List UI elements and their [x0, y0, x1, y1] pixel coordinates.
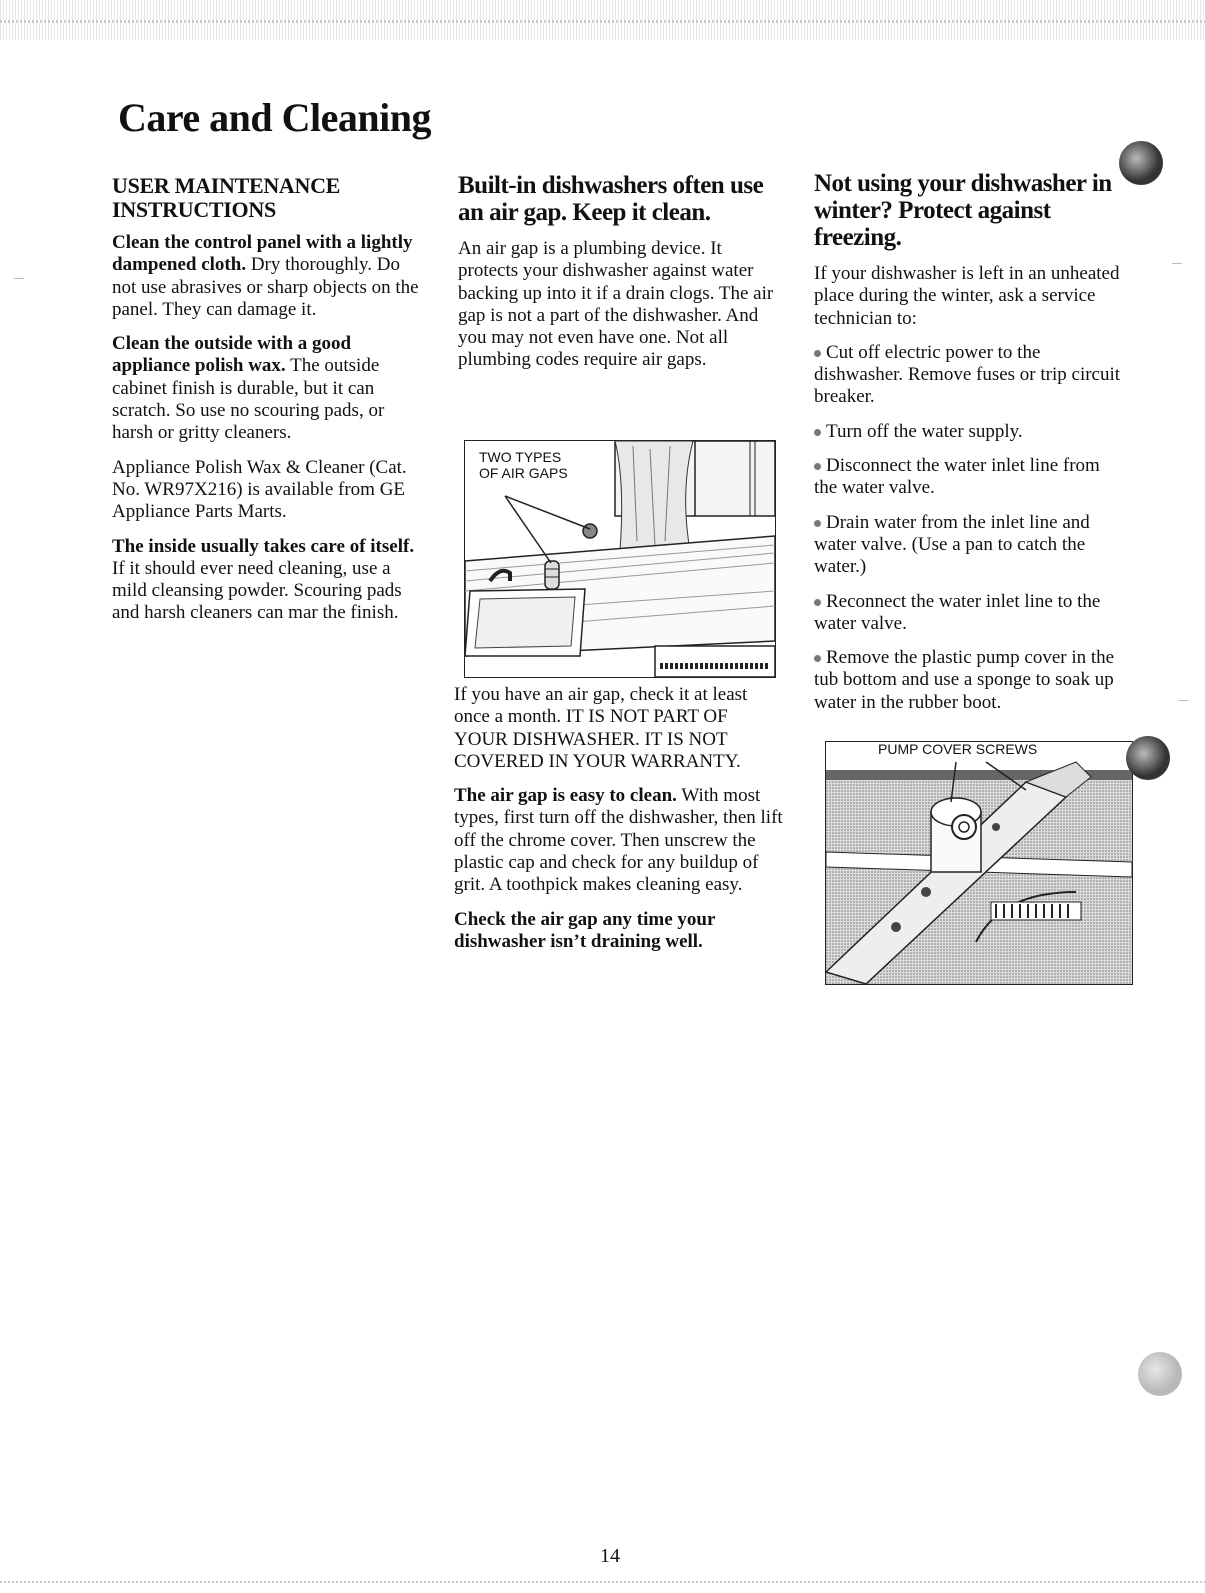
paragraph-lead: The air gap is easy to clean.: [454, 785, 677, 807]
bullet-dot-icon: [814, 463, 821, 470]
column-user-maintenance: [112, 174, 422, 637]
margin-mark: [14, 278, 24, 279]
bullet-dot-icon: [814, 429, 821, 436]
paragraph: [112, 333, 422, 444]
page-title: Care and Cleaning: [118, 95, 432, 140]
paragraph-body: Dry thoroughly. Do not use abrasives or sharp objects on the panel. They can damage it.: [112, 254, 419, 320]
bullet-dot-icon: [814, 520, 821, 527]
bullet-item: Cut off electric power to the dishwasher. Remove fuses or trip circuit breaker.: [814, 341, 1121, 408]
page-number: 14: [600, 1545, 620, 1567]
paragraph: If you have an air gap, check it at least once a month. IT IS NOT PART OF YOUR DISHWASHER. IT IS NOT COVERED IN YOUR WARRANTY.: [454, 684, 748, 772]
binder-hole-icon: [1119, 141, 1163, 185]
section-heading: Not using your dishwasher in winter? Protect against freezing.: [814, 170, 1112, 251]
binder-hole-icon: [1138, 1352, 1182, 1396]
column-winter: [814, 170, 1126, 726]
column-air-gap-continued: [454, 684, 784, 965]
bullet-dot-icon: [814, 655, 821, 662]
paragraph-body: The outside cabinet finish is durable, but it can scratch. So use no scouring pads, or harsh or gritty cleaners.: [112, 355, 385, 444]
bullet-dot-icon: [814, 599, 821, 606]
scan-edge-bottom: [0, 1581, 1205, 1583]
margin-mark: [1172, 263, 1182, 264]
bullet-item: Drain water from the inlet line and water valve. (Use a pan to catch the water.): [814, 511, 1090, 578]
paragraph-lead: Clean the control panel with a lightly dampened cloth.: [112, 232, 413, 276]
bullet-item: Reconnect the water inlet line to the water valve.: [814, 590, 1101, 634]
margin-mark: [1178, 700, 1188, 701]
pump-cover-illustration: [825, 741, 1133, 985]
air-gap-illustration: [464, 440, 776, 678]
figure-label: [477, 449, 570, 481]
paragraph: An air gap is a plumbing device. It protects your dishwasher against water backing up into it if a drain clogs. The air gap is not a part of the dishwasher. And you may not even have one. Not all plumbing codes require air gaps.: [458, 238, 774, 371]
bullet-item: Turn off the water supply.: [814, 421, 1126, 443]
paragraph: [112, 232, 422, 321]
section-heading: Built-in dishwashers often use an air gap. Keep it clean.: [458, 172, 764, 226]
bullet-dot-icon: [814, 350, 821, 357]
paragraph-lead: The inside usually takes care of itself.: [112, 535, 415, 557]
paragraph: If your dishwasher is left in an unheated place during the winter, ask a service technician to:: [814, 263, 1120, 329]
figure-label-line: OF AIR GAPS: [479, 465, 568, 481]
column-air-gap: [458, 172, 778, 384]
figure-label-line: TWO TYPES: [479, 449, 562, 465]
binder-hole-icon: [1126, 736, 1170, 780]
paragraph-body: Appliance Polish Wax & Cleaner (Cat. No. WR97X216) is available from GE Appliance Parts Marts.: [112, 456, 407, 523]
paragraph-lead: Clean the outside with a good appliance polish wax.: [112, 333, 352, 377]
paragraph: [112, 536, 422, 625]
scan-edge-top: [0, 0, 1205, 40]
bullet-item: Remove the plastic pump cover in the tub bottom and use a sponge to soak up water in the rubber boot.: [814, 647, 1115, 713]
closing-note: Check the air gap any time your dishwasher isn’t draining well.: [454, 908, 716, 952]
figure-label: PUMP COVER SCREWS: [878, 741, 1038, 757]
pump-drawing: [826, 742, 1132, 984]
paragraph: [454, 785, 784, 896]
paragraph: [112, 457, 422, 524]
bullet-item: Disconnect the water inlet line from the water valve.: [814, 455, 1100, 499]
section-heading: USER MAINTENANCE INSTRUCTIONS: [112, 173, 341, 222]
paragraph-body: If it should ever need cleaning, use a mild cleansing powder. Scouring pads and harsh cleaners can mar the finish.: [112, 557, 402, 624]
paragraph-body: With most types, first turn off the dishwasher, then lift off the chrome cover. Then unscrew the plastic cap and check for any buildup of grit. A toothpick makes cleaning easy.: [454, 785, 783, 896]
